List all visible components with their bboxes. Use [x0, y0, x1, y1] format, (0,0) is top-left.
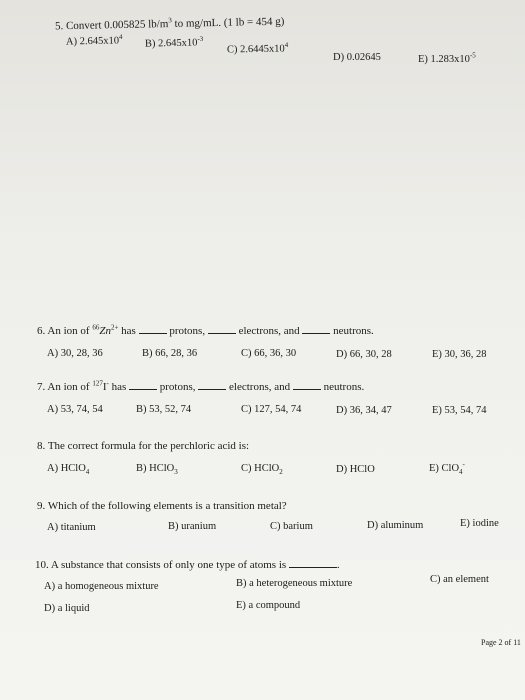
- page-number: Page 2 of 11: [481, 638, 521, 647]
- question-8-option-c: C) HClO$_2$: [241, 463, 283, 477]
- question-7-option-c: C) 127, 54, 74: [241, 404, 302, 415]
- question-8-stem: 8. The correct formula for the perchloric acid is:: [37, 440, 250, 452]
- question-9-option-c: C) barium: [270, 521, 313, 532]
- question-6-option-d: D) 66, 30, 28: [336, 349, 392, 360]
- question-9-option-d: D) aluminum: [367, 520, 424, 531]
- question-7-option-e: E) 53, 54, 74: [432, 405, 487, 416]
- question-10-option-d: D) a liquid: [44, 603, 90, 614]
- question-8-option-b: B) HClO$_3$: [136, 463, 178, 477]
- question-10-option-c: C) an element: [430, 574, 489, 585]
- question-8-option-e: E) ClO$_4$-: [429, 460, 465, 477]
- question-10-stem: 10. A substance that consists of only one type of atoms is .: [35, 559, 340, 571]
- question-5-option-c: C) $2.6445x10^4$: [226, 40, 289, 56]
- question-5-option-a: A) $2.645x10^4$: [65, 32, 123, 48]
- question-5-option-d: D) 0.02645: [333, 52, 381, 63]
- question-7-option-d: D) 36, 34, 47: [336, 405, 392, 416]
- question-5-option-b: B) $2.645x10^{-3}$: [144, 34, 204, 50]
- question-8-option-a: A) HClO$_4$: [47, 463, 90, 477]
- question-6-stem: 6. An ion of $^{66}Zn^{2+}$ has protons, electrons, and neutrons.: [37, 323, 374, 337]
- question-5-stem: 5. Convert 0.005825 $lb/m^3$ to mg/mL. (1 lb = 454 g): [54, 15, 285, 33]
- question-7-stem: 7. An ion of $^{127}$I- has protons, electrons, and neutrons.: [37, 379, 365, 393]
- question-7-option-a: A) 53, 74, 54: [47, 404, 103, 415]
- question-9-stem: 9. Which of the following elements is a transition metal?: [37, 500, 287, 512]
- question-6-option-e: E) 30, 36, 28: [432, 349, 487, 360]
- question-5-option-e: E) $1.283x10^{-5}$: [418, 51, 476, 65]
- question-9-option-a: A) titanium: [47, 522, 96, 533]
- question-10-option-b: B) a heterogeneous mixture: [236, 578, 353, 589]
- question-6-option-a: A) 30, 28, 36: [47, 348, 103, 359]
- question-7-option-b: B) 53, 52, 74: [136, 404, 192, 415]
- question-6-option-b: B) 66, 28, 36: [142, 348, 198, 359]
- question-6-option-c: C) 66, 36, 30: [241, 348, 297, 359]
- question-10-option-a: A) a homogeneous mixture: [44, 581, 159, 592]
- question-9-option-e: E) iodine: [460, 518, 499, 529]
- question-9-option-b: B) uranium: [168, 521, 217, 532]
- question-8-option-d: D) HClO: [336, 464, 375, 475]
- question-10-option-e: E) a compound: [236, 600, 301, 611]
